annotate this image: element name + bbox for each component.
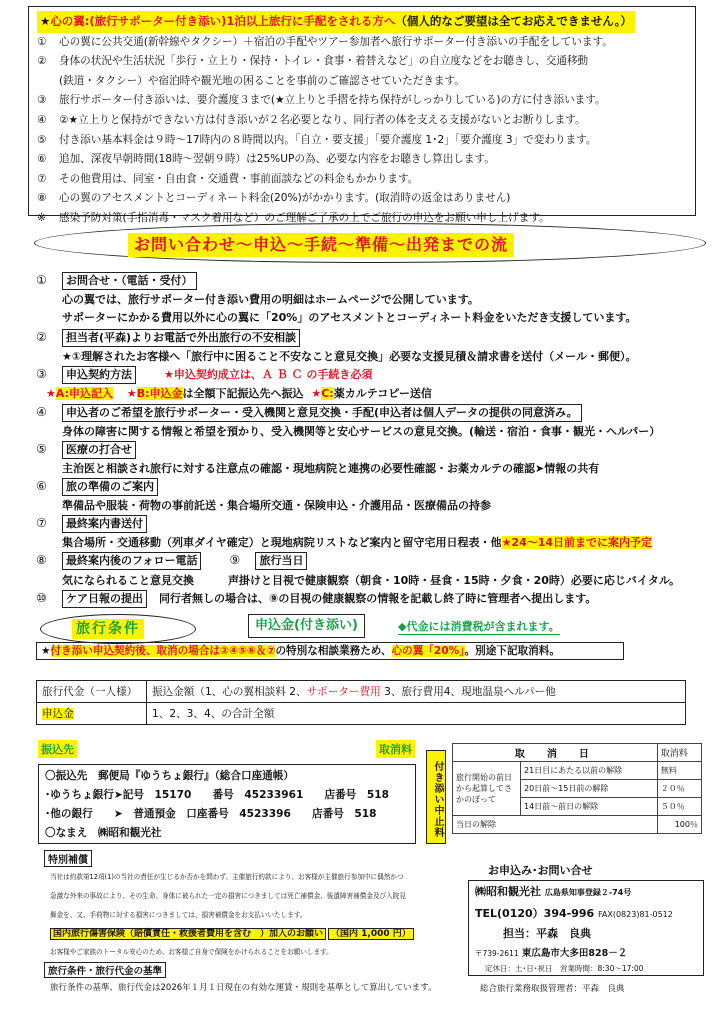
step-7 — [36, 515, 147, 533]
notice-suffix: （個人的なご要望は全てお応えできません。） — [395, 14, 632, 28]
cancel-note-end: 。別途下記取消料。 — [464, 645, 560, 657]
list-item-text: 旅行サポーター付き添いは、要介護度３まで(★立上りと手摺を持ち保持がしっかりしている)の方に付き添います。 — [59, 94, 606, 107]
basis-title: 旅行条件・旅行代金の基準 — [44, 962, 166, 978]
step-3-label: 申込契約方法 — [62, 366, 136, 384]
step-7-num: ⑦ — [36, 516, 47, 530]
cancel-r3: 14日前～前日の解除 — [521, 798, 658, 816]
step-2-num: ② — [36, 330, 47, 344]
step-4-sub: 身体の障害に関する情報と希望を預かり、受入機関等と安心サービスの意見交換。(輸送・宿泊・食事・観光・ヘルパー） — [62, 425, 661, 438]
price-value-1a: 振込金額（1、心の翼相談料 2、 — [152, 686, 307, 698]
cancel-note-star: ★ — [41, 645, 51, 657]
contact-fax: FAX(0823)81-0512 — [598, 910, 673, 919]
list-item-text: その他費用は、同室・自由食・交通費・事前面談などの料金もかかります。 — [59, 172, 419, 185]
bank-title: 振込先 — [38, 740, 77, 758]
step-7-label: 最終案内書送付 — [62, 515, 147, 533]
flow-title: お問い合わせ～申込～手続～準備～出発までの流 — [128, 233, 514, 257]
contact-holiday: 定休日：土･日･祝日 — [485, 964, 553, 973]
notice-box — [28, 6, 696, 224]
step-5-sub: 主治医と相談され旅行に対する注意点の確認・現地病院と連携の必要性確認・お薬カルテの確認➤情報の共有 — [62, 462, 600, 475]
cancel-row-label: 旅行開始の前日から起算してさかのぼって — [453, 762, 521, 816]
step-6-sub: 準備品や服装・荷物の事前託送・集合場所交通・保険申込・介護用品・医療備品の持参 — [62, 499, 491, 512]
list-item-num: ④ — [37, 113, 47, 126]
table-row — [37, 703, 686, 725]
step-1 — [36, 272, 197, 290]
special-text-2: 急激な外来の事故により、その生命、身体に被られた一定の損害につきましては死亡補償金、後遺障害補償金及び入院見 — [50, 892, 406, 900]
list-item-text: 感染予防対策(手指消毒・マスク着用など）のご理解ご了承の上でご旅行の申込をお願い申し上げます。 — [59, 211, 550, 224]
step-10-num: ⑩ — [36, 591, 47, 605]
cancel-header-fee: 取消料 — [657, 744, 701, 762]
cancel-r1-value: 無料 — [657, 762, 701, 780]
price-value-1-red: サポーター費用 — [306, 686, 381, 698]
company-license: 広島県知事登録２-74号 — [544, 888, 632, 897]
cancel-header-date: 取 消 日 — [453, 744, 658, 762]
price-key-2-text: 申込金 — [42, 708, 74, 720]
step-5-label: 医療の打合せ — [62, 441, 136, 459]
step-10 — [36, 590, 596, 608]
list-item — [37, 189, 687, 209]
company-name: ㈱昭和観光社 — [475, 885, 541, 898]
step-6-label: 旅の準備のご案内 — [62, 478, 158, 496]
cancel-r2: 20日前～15日前の解除 — [521, 780, 658, 798]
step-2-label: 担当者(平森)よりお電話で外出旅行の不安相談 — [62, 329, 300, 347]
step-9-num: ⑨ — [229, 553, 241, 567]
contact-tel[interactable]: TEL(0120）394-996 — [475, 907, 595, 920]
step-8-num: ⑧ — [36, 553, 47, 567]
bank-line-3: ･他の銀行 ➤ 普通預金 口座番号 4523396 店番号 518 — [45, 808, 377, 820]
list-item — [37, 91, 687, 111]
bank-line-1: 〇振込先 郵便局『ゆうちょ銀行』（総合口座通帳） — [45, 770, 294, 782]
list-item — [37, 52, 687, 72]
list-item-text: ②★立上りと保持ができない方は付き添いが２名必要となり、同行者の体を支える支援がないとお断りします。 — [59, 113, 586, 126]
list-item-text: 付き添い基本料金は９時～17時内の８時間以内。「自立・要支援」「要介護度 1･2」「要介護度 3」で変わります。 — [59, 133, 597, 146]
price-value-2: 1、2、3、4、の合計全額 — [147, 703, 686, 725]
list-item — [37, 33, 687, 53]
step-3-b: B:申込金 — [136, 387, 183, 400]
list-item-num: ② — [37, 55, 47, 68]
step-2-sub: ★①理解されたお客様へ「旅行中に困ること不安なこと意見交換」必要な支援見積＆請求書を送付（メール・郵便）。 — [62, 350, 637, 363]
cancel-table — [452, 743, 702, 834]
step-1-label: お問合せ・（電話・受付） — [62, 272, 197, 290]
cancel-note-red-2: 心の翼「20%」 — [391, 645, 465, 657]
step-7-sub — [62, 534, 652, 550]
notice-list — [37, 33, 687, 229]
list-item — [37, 131, 687, 151]
special-text-1: 当社は約款第12項(1)の当社の責任が生じるか否かを問わず、主催旅行約款により、お客様が主催旅行参加中に偶然かつ — [50, 873, 404, 881]
step-3-c: C: — [321, 387, 334, 400]
list-item-num: ⑧ — [37, 192, 47, 205]
step-1-sub-1: 心の翼では、旅行サポーター付き添い費用の明細はホームページで公開しています。 — [62, 293, 479, 306]
notice-header — [37, 11, 687, 33]
contact-hours-line — [475, 963, 697, 974]
list-item — [37, 72, 687, 92]
step-9-label: 旅行当日 — [255, 552, 307, 570]
step-10-label: ケア日報の提出 — [62, 590, 147, 608]
step-5 — [36, 441, 136, 459]
bank-line-4: 〇なまえ ㈱昭和観光社 — [45, 827, 162, 839]
table-row — [37, 681, 686, 703]
step-3-c-text: 薬カルテコピー送信 — [333, 387, 432, 400]
list-item-text: 身体の状況や生活状況「歩行・立上り・保持・トイレ・食事・着替えなど」の自立度などをお聴きし、交通移動 — [59, 55, 589, 68]
step-5-num: ⑤ — [36, 442, 47, 456]
step-3 — [36, 366, 372, 384]
contact-address-line — [475, 945, 697, 959]
step-8 — [36, 552, 307, 570]
fee-label: 申込金(付き添い) — [248, 614, 365, 638]
step-10-text: 同行者無しの場合は、⑨の目視の健康観察の情報を記載し終了時に管理者へ提出します。 — [159, 592, 597, 605]
cancel-note-red-1: 付き添い申込契約後、取消の場合は②④⑤⑥＆⑦ — [50, 645, 276, 657]
list-item-num: ⑥ — [37, 153, 47, 166]
notice-title: 心の翼:(旅行サポーター付き添い)1泊以上旅行に手配をされる方へ — [50, 14, 396, 28]
contact-box — [468, 880, 704, 976]
price-value-1 — [147, 681, 686, 703]
list-item — [37, 150, 687, 170]
list-item-num: ① — [37, 35, 47, 48]
step-3-note: ★申込契約成立は、Ａ Ｂ Ｃ の手続き必須 — [164, 368, 373, 381]
step-7-sub-text: 集合場所・交通移動（列車ダイヤ確定）と現地病院リストなど案内と留守宅用日程表・他 — [62, 536, 502, 549]
bank-line-2: ･ゆうちょ銀行➤記号 15170 番号 45233961 店番号 518 — [45, 789, 389, 801]
step-9-sub: 声掛けと目視で健康観察（朝食・10時・昼食・15時・夕食・20時）必要に応じバイタル。 — [228, 574, 681, 587]
step-3-a: A:申込記入 — [55, 387, 113, 400]
contact-hours: 営業時間：8:30～17:00 — [560, 964, 644, 973]
conditions-title: 旅行条件 — [72, 619, 144, 639]
list-item-num: ⑦ — [37, 172, 47, 185]
list-item-num: ③ — [37, 94, 47, 107]
list-item-text: 追加、深夜早朝時間(18時～翌朝９時）は25%UPの為、必要な内容をお聴きし算出します。 — [59, 153, 495, 166]
list-item-text: 心の翼に公共交通(新幹線やタクシー）＋宿泊の手配やツアー参加者へ旅行サポーター付き添いの手配をしています。 — [59, 35, 613, 48]
tax-note: ◆代金には消費税が含まれます。 — [398, 620, 560, 633]
cancel-r1: 21日目にあたる以前の解除 — [521, 762, 658, 780]
step-3-b-star: ★ — [126, 387, 137, 400]
special-text-3: 舞金を、又、手荷物に対する損害につきましては、損害補償金をお支払いいたします。 — [50, 911, 307, 919]
contact-tel-line — [475, 905, 697, 921]
insurance-price: （国内 1,000 円） — [328, 928, 414, 940]
step-3-b-text: は全額下記振込先へ振込 — [182, 387, 304, 400]
price-value-1b: 3、旅行費用4、現地温泉ヘルパー他 — [380, 686, 556, 698]
step-3-num: ③ — [36, 367, 47, 381]
list-item — [37, 111, 687, 131]
cancel-r2-value: ２０％ — [657, 780, 701, 798]
bank-box — [38, 764, 416, 844]
list-item-text: (鉄道・タクシー）や宿泊時や観光地の困ることを事前のご確認させていただきます。 — [59, 74, 465, 87]
step-3-abc — [46, 385, 432, 401]
price-table — [36, 680, 686, 725]
list-item — [37, 170, 687, 190]
notice-star: ★ — [40, 14, 51, 28]
cancel-r4-value: 100％ — [657, 816, 701, 834]
table-row — [453, 762, 702, 780]
step-4-num: ④ — [36, 405, 47, 419]
special-title: 特別補償 — [44, 850, 92, 867]
table-row — [453, 744, 702, 762]
step-6-num: ⑥ — [36, 479, 47, 493]
step-3-c-star: ★ — [311, 387, 322, 400]
step-6 — [36, 478, 158, 496]
step-2 — [36, 329, 300, 347]
contact-postal: 〒739-2611 — [475, 949, 519, 958]
contact-title: お申込み･お問い合せ — [488, 864, 593, 877]
basis-text: 旅行条件の基準、旅行代金は2026年１月１日現在の有効な運賃・規則を基準として算出しています。 — [50, 983, 437, 993]
cancel-r4: 当日の解除 — [453, 816, 658, 834]
step-7-note: ★24～14日前までに案内予定 — [501, 536, 653, 549]
cancel-side-label: 付き添い中止料 — [426, 750, 446, 844]
insurance-line — [50, 926, 414, 939]
contact-address: 東広島市大多田828－２ — [521, 948, 628, 959]
step-4 — [36, 404, 582, 422]
step-8-label: 最終案内後のフォロー電話 — [62, 552, 201, 570]
list-item-num: ⑤ — [37, 133, 47, 146]
step-3-a-star: ★ — [46, 387, 56, 400]
cancel-note-mid: の特別な相談業務ため、 — [275, 645, 392, 657]
cancel-title: 取消料 — [376, 740, 415, 758]
insurance-note: お客様やご家族のトータル安心のため、お客様ご自身で保険をかけられることをお願いします。 — [50, 948, 333, 956]
manager: 総合旅行業務取扱管理者：平森 良典 — [480, 984, 625, 994]
contact-person: 担当：平森 良典 — [503, 927, 591, 940]
price-key-2 — [37, 703, 147, 725]
notice-head — [37, 11, 635, 33]
step-1-num: ① — [36, 273, 47, 287]
insurance-label: 国内旅行傷害保険（賠償責任・救援者費用を含む ）加入のお願い — [50, 928, 326, 940]
price-key-1: 旅行代金（一人様） — [37, 681, 147, 703]
step-4-label: 申込者のご希望を旅行サポーター・受入機関と意見交換・手配(申込者は個人データの提供の同意済み。 — [62, 404, 582, 422]
step-1-sub-2: サポーターにかかる費用以外に心の翼に「20%」のアセスメントとコーディネート料金をいただき支援しています。 — [62, 311, 637, 324]
table-row — [453, 816, 702, 834]
step-8-sub: 気になられること意見交換 — [62, 574, 194, 587]
list-item-text: 心の翼のアセスメントとコーディネート料金(20%)がかかります。(取消時の返金はありません) — [59, 192, 511, 205]
cancel-r3-value: ５０％ — [657, 798, 701, 816]
cancel-note — [36, 642, 624, 660]
contact-company-line — [475, 883, 697, 899]
list-item-num: ※ — [37, 211, 46, 224]
